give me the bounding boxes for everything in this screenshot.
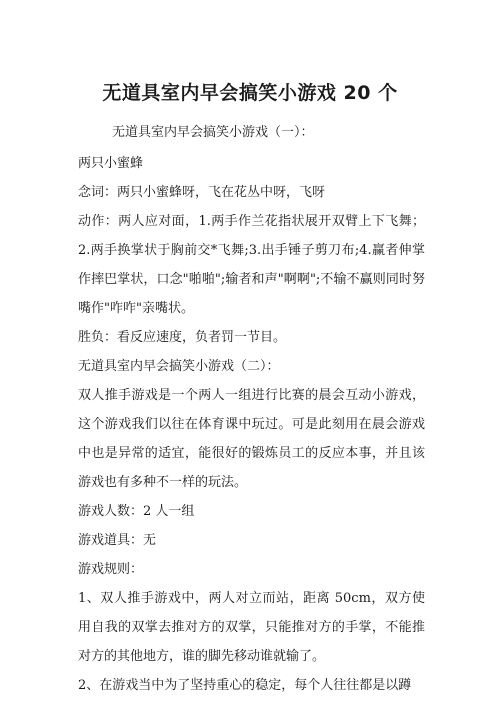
intro-paragraph: 双人推手游戏是一个两人一组进行比赛的晨会互动小游戏，这个游戏我们以往在体育课中玩过。可是此刻用在晨会游戏中也是异常的适宜，能很好的锻炼员工的反应本事，并且该游戏也有多种不一样的玩法。 — [78, 388, 425, 490]
document-title: 无道具室内早会搞笑小游戏 20 个 — [102, 82, 398, 104]
section-heading-2: 无道具室内早会搞笑小游戏（二）： — [78, 359, 280, 374]
rules-heading: 游戏规则： — [78, 562, 144, 577]
props-line: 游戏道具：无 — [78, 533, 157, 548]
chant-text: 念词：两只小蜜蜂呀，飞在花丛中呀，飞呀 — [78, 185, 326, 200]
section-heading-1: 无道具室内早会搞笑小游戏（一）： — [112, 125, 314, 140]
rule-1: 1、双人推手游戏中，两人对立而站，距离 50cm，双方使用自我的双掌去推对方的双掌，只能推对方的手掌，不能推对方的其他地方，谁的脚先移动谁就输了。 — [78, 591, 425, 664]
document-body — [78, 118, 425, 700]
rule-2: 2、在游戏当中为了坚持重心的稳定，每个人往往都是以蹲 — [78, 678, 412, 693]
player-count: 游戏人数：2 人一组 — [78, 504, 195, 519]
result-text: 胜负：看反应速度，负者罚一节目。 — [78, 330, 287, 345]
actions-text: 动作：两人应对面，1.两手作兰花指状展开双臂上下飞舞；2.两手换掌状于胸前交*飞舞;3.出手锤子剪刀布;4.赢者伸掌作摔巴掌状，口念"啪啪";输者和声"啊啊";不输不赢则同时努嘴作"咋咋"亲嘴状。 — [78, 214, 425, 316]
game-name: 两只小蜜蜂 — [78, 156, 144, 171]
